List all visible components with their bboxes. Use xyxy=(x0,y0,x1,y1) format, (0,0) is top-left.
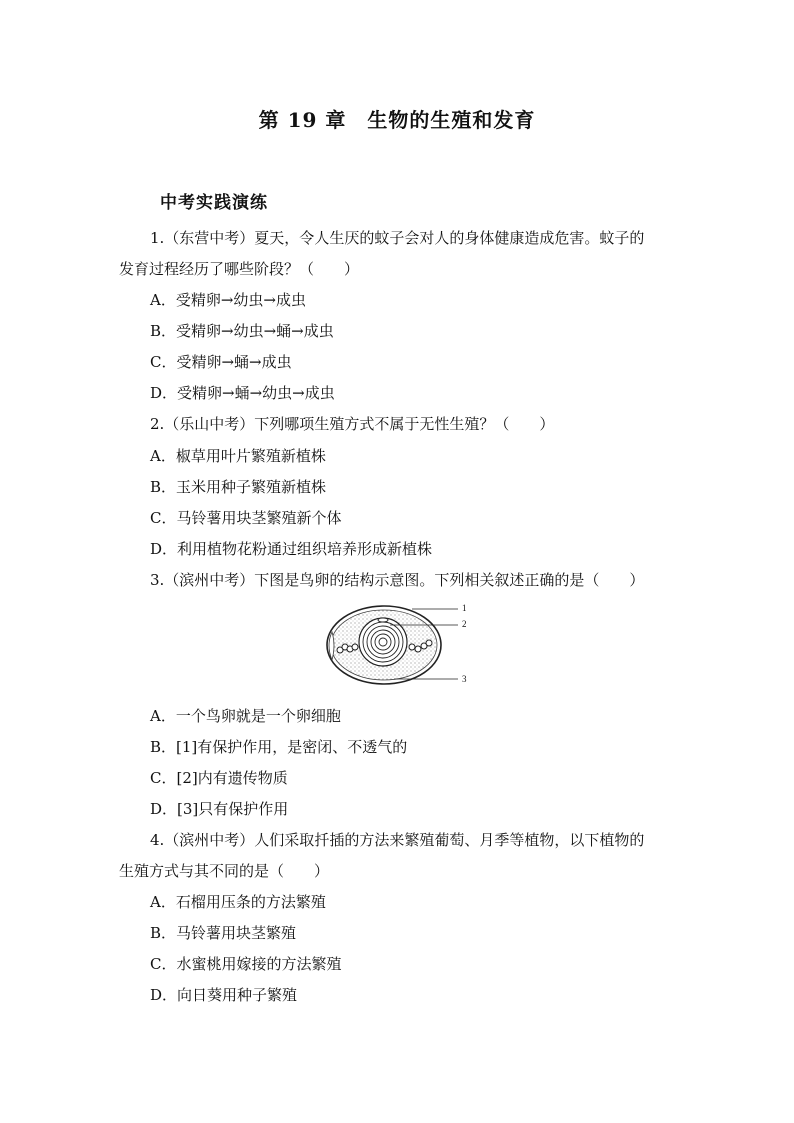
question-3-option-a: A．一个鸟卵就是一个卵细胞 xyxy=(150,707,341,725)
question-2-option-c: C．马铃薯用块茎繁殖新个体 xyxy=(150,509,342,527)
germinal-disc xyxy=(378,618,388,622)
question-2-option-d: D．利用植物花粉通过组织培养形成新植株 xyxy=(150,540,433,558)
question-4-line-1: 4.（滨州中考）人们采取扦插的方法来繁殖葡萄、月季等植物，以下植物的 xyxy=(150,831,645,849)
question-1-option-b: B．受精卵→幼虫→蛹→成虫 xyxy=(150,322,334,340)
question-4-line-2: 生殖方式与其不同的是（ ） xyxy=(119,862,330,880)
question-1-option-a: A．受精卵→幼虫→成虫 xyxy=(150,291,306,309)
question-1-line-2: 发育过程经历了哪些阶段？（ ） xyxy=(119,260,360,278)
figure-label-2: 2 xyxy=(462,619,467,629)
question-4-option-b: B．马铃薯用块茎繁殖 xyxy=(150,924,297,942)
question-3-option-b: B．[1]有保护作用，是密闭、不透气的 xyxy=(150,738,408,756)
question-1-line-1: 1.（东营中考）夏天，令人生厌的蚊子会对人的身体健康造成危害。蚊子的 xyxy=(150,229,645,247)
figure-label-1: 1 xyxy=(462,603,467,613)
bird-egg-diagram xyxy=(322,598,472,690)
question-1-option-c: C．受精卵→蛹→成虫 xyxy=(150,353,292,371)
question-4-option-a: A．石榴用压条的方法繁殖 xyxy=(150,893,326,911)
question-3-option-d: D．[3]只有保护作用 xyxy=(150,800,289,818)
question-1-option-d: D．受精卵→蛹→幼虫→成虫 xyxy=(150,384,335,402)
question-4-option-d: D．向日葵用种子繁殖 xyxy=(150,986,298,1004)
question-3-option-c: C．[2]内有遗传物质 xyxy=(150,769,288,787)
figure-label-3: 3 xyxy=(462,674,467,684)
question-2-line-1: 2.（乐山中考）下列哪项生殖方式不属于无性生殖？（ ） xyxy=(150,415,555,433)
question-4-option-c: C．水蜜桃用嫁接的方法繁殖 xyxy=(150,955,342,973)
chapter-title: 第 19 章 生物的生殖和发育 xyxy=(258,108,536,132)
section-heading: 中考实践演练 xyxy=(160,193,268,213)
question-2-option-a: A．椒草用叶片繁殖新植株 xyxy=(150,447,326,465)
question-2-option-b: B．玉米用种子繁殖新植株 xyxy=(150,478,327,496)
question-3-line-1: 3.（滨州中考）下图是鸟卵的结构示意图。下列相关叙述正确的是（ ） xyxy=(150,571,645,589)
